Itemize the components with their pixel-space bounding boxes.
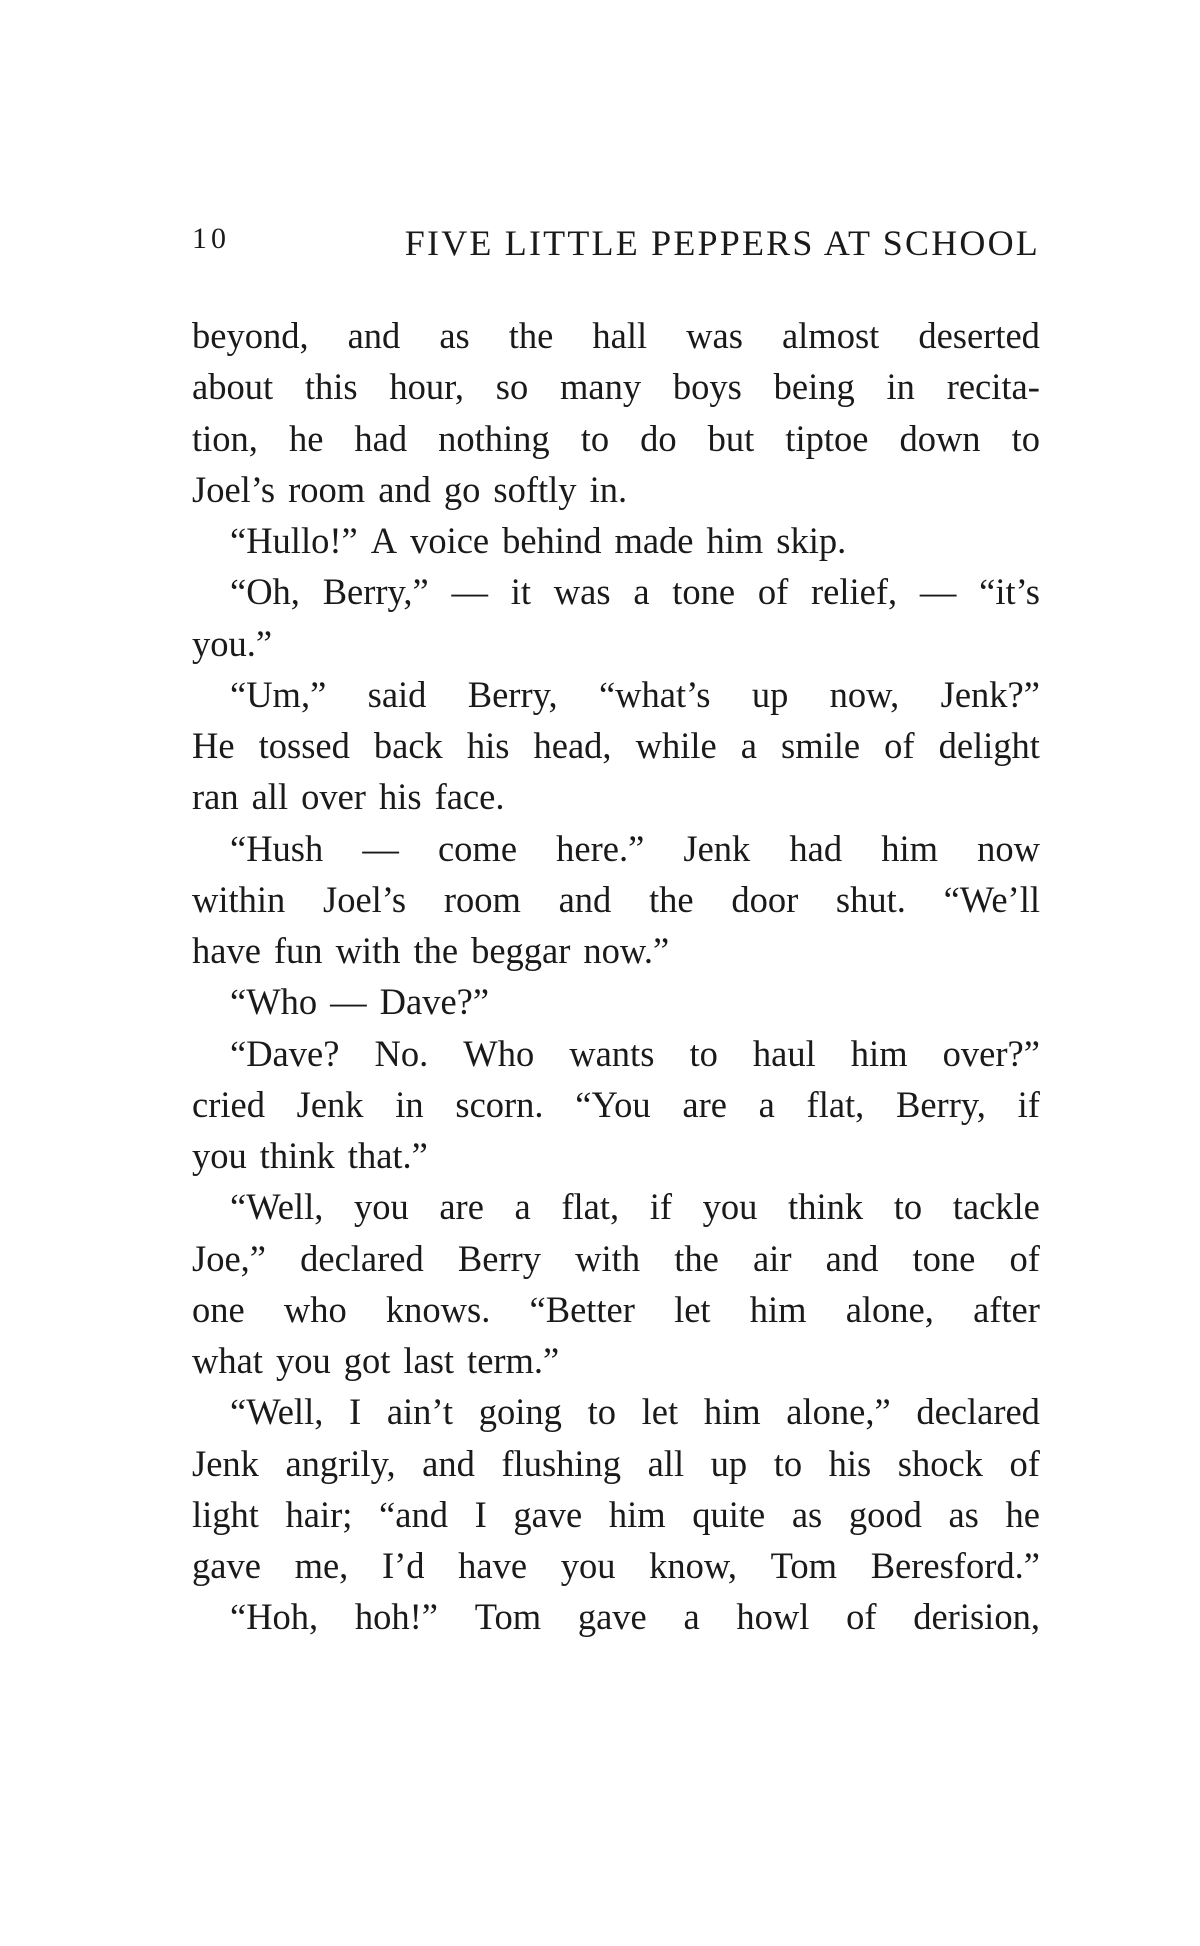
word: but: [707, 417, 755, 459]
text-line: [192, 673, 1040, 724]
word: the: [674, 1237, 719, 1279]
word: declared: [916, 1391, 1040, 1433]
word: behind: [502, 520, 602, 561]
word: think: [259, 1135, 335, 1176]
word: hour,: [389, 366, 464, 408]
word: —: [451, 571, 488, 613]
word: a: [683, 1596, 700, 1638]
word: face.: [434, 776, 505, 818]
word: him: [881, 827, 939, 869]
word: you: [353, 1186, 409, 1228]
text-line: [192, 878, 1040, 929]
word: as: [791, 1493, 823, 1535]
word: —: [362, 827, 399, 869]
word: said: [367, 673, 427, 715]
word: Berry,: [467, 673, 558, 715]
word: voice: [410, 520, 490, 561]
word: and: [347, 315, 401, 356]
word: “Dave?: [230, 1032, 340, 1074]
word: that.”: [347, 1135, 428, 1176]
word: quite: [692, 1493, 766, 1535]
word: gave: [192, 1545, 261, 1586]
word: howl: [736, 1596, 810, 1638]
word: him: [608, 1493, 666, 1535]
word: haul: [752, 1032, 816, 1074]
word: good: [848, 1493, 922, 1535]
word: Joe,”: [192, 1237, 266, 1279]
word: within: [192, 878, 286, 920]
word: it: [510, 571, 532, 613]
word: as: [439, 315, 470, 356]
word: flat,: [561, 1186, 620, 1228]
word: fun: [273, 930, 323, 971]
word: and: [558, 878, 612, 920]
word: almost: [781, 315, 880, 356]
word: term.”: [467, 1340, 560, 1381]
word: with: [335, 930, 401, 971]
word: Jenk: [683, 827, 751, 869]
word: made: [614, 520, 694, 561]
word: his: [828, 1442, 872, 1484]
word: to: [893, 1186, 923, 1228]
text-line: [192, 1083, 1040, 1134]
word: Beresford.”: [870, 1545, 1040, 1586]
word: angrily,: [285, 1442, 396, 1484]
word: gave: [577, 1596, 647, 1638]
word: boys: [672, 366, 742, 408]
word: up: [710, 1442, 748, 1484]
word: A: [370, 520, 398, 561]
word: have: [192, 930, 261, 971]
word: room: [443, 878, 521, 920]
word: to: [773, 1442, 803, 1484]
word: a: [740, 725, 757, 766]
word: and: [422, 1442, 475, 1484]
word: his: [466, 725, 510, 766]
word: think: [788, 1186, 864, 1228]
word: —: [330, 981, 367, 1023]
word: Dave?”: [379, 981, 490, 1023]
text-line: [192, 775, 1040, 826]
word: let: [674, 1288, 711, 1330]
word: as: [948, 1493, 979, 1535]
word: go: [443, 468, 481, 510]
word: “You: [575, 1083, 651, 1125]
word: the: [413, 930, 459, 971]
word: being: [773, 366, 855, 408]
word: let: [641, 1391, 679, 1433]
word: head,: [533, 725, 612, 766]
word: recita-: [946, 366, 1040, 408]
text-line: [192, 622, 1040, 673]
word: Joel’s: [192, 468, 276, 510]
word: hall: [592, 315, 648, 356]
word: going: [478, 1391, 562, 1433]
word: a: [514, 1186, 531, 1228]
word: Tom: [770, 1545, 838, 1586]
word: “and: [379, 1493, 448, 1535]
word: Jenk?”: [940, 673, 1040, 715]
word: him: [749, 1288, 807, 1330]
word: beggar: [471, 930, 571, 971]
word: last: [403, 1340, 455, 1381]
word: all: [647, 1442, 685, 1484]
word: one: [192, 1288, 245, 1330]
word: of: [884, 725, 915, 766]
word: about: [192, 366, 274, 408]
text-line: [192, 827, 1040, 878]
word: tiptoe: [785, 417, 869, 459]
word: you: [275, 1340, 331, 1381]
word: tone: [912, 1237, 976, 1279]
word: He: [192, 725, 235, 766]
text-line: [192, 1493, 1040, 1544]
body-text: [192, 314, 1040, 1647]
word: him: [703, 1391, 761, 1433]
word: after: [973, 1288, 1040, 1330]
word: tackle: [952, 1186, 1040, 1228]
word: scorn.: [455, 1083, 544, 1125]
word: are: [439, 1186, 484, 1228]
word: “We’ll: [943, 878, 1040, 920]
word: “what’s: [598, 673, 711, 715]
word: of: [1009, 1442, 1040, 1484]
word: him: [706, 520, 764, 561]
text-line: [192, 1185, 1040, 1236]
word: have: [458, 1545, 528, 1586]
word: hoh!”: [354, 1596, 439, 1638]
word: and: [378, 468, 431, 510]
word: he: [1005, 1493, 1040, 1535]
word: air: [752, 1237, 792, 1279]
word: up: [751, 673, 789, 715]
word: what: [192, 1340, 263, 1381]
word: him: [850, 1032, 908, 1074]
word: deserted: [918, 315, 1040, 356]
word: “Oh,: [230, 571, 300, 613]
word: Who: [463, 1032, 535, 1074]
word: hair;: [285, 1493, 353, 1535]
word: derision,: [913, 1596, 1040, 1638]
word: tone: [672, 571, 736, 613]
word: a: [633, 571, 650, 613]
word: now: [977, 827, 1040, 869]
word: flushing: [501, 1442, 622, 1484]
text-line: [192, 417, 1040, 468]
text-line: [192, 1134, 1040, 1185]
word: I: [474, 1493, 487, 1535]
word: nothing: [438, 417, 550, 459]
text-line: [192, 1442, 1040, 1493]
word: if: [1017, 1083, 1040, 1125]
word: Berry,: [896, 1083, 986, 1125]
word: cried: [192, 1083, 265, 1125]
word: over?”: [942, 1032, 1040, 1074]
word: —: [919, 571, 957, 613]
word: you: [192, 1135, 247, 1176]
word: if: [649, 1186, 673, 1228]
word: here.”: [556, 827, 645, 869]
word: are: [682, 1083, 727, 1125]
word: No.: [374, 1032, 429, 1074]
word: come: [437, 827, 518, 869]
word: “Um,”: [230, 673, 327, 715]
word: “Hoh,: [230, 1596, 319, 1638]
word: I’d: [381, 1545, 425, 1586]
word: beyond,: [192, 315, 309, 356]
word: shock: [897, 1442, 983, 1484]
word: relief,: [811, 571, 898, 613]
word: got: [343, 1340, 391, 1381]
word: delight: [938, 725, 1040, 766]
word: “Hullo!”: [230, 520, 358, 561]
text-line: [192, 724, 1040, 775]
word: and: [825, 1237, 879, 1279]
word: Berry,”: [322, 571, 429, 613]
word: “it’s: [979, 571, 1040, 613]
word: you.”: [192, 622, 273, 664]
text-line: [192, 1595, 1040, 1646]
word: “Well,: [230, 1391, 324, 1433]
word: gave: [513, 1493, 583, 1535]
word: tossed: [258, 725, 350, 766]
word: the: [508, 315, 554, 356]
text-line: [192, 1237, 1040, 1288]
text-line: [192, 468, 1040, 519]
text-line: [192, 365, 1040, 416]
word: now,: [829, 673, 900, 715]
text-line: [192, 519, 1040, 570]
word: in: [886, 366, 915, 408]
word: Berry: [457, 1237, 542, 1279]
word: you: [702, 1186, 758, 1228]
word: of: [846, 1596, 877, 1638]
word: a: [758, 1083, 775, 1125]
word: room: [288, 468, 366, 510]
word: ain’t: [386, 1391, 454, 1433]
word: was: [686, 315, 743, 356]
text-line: [192, 314, 1040, 365]
word: tion,: [192, 417, 258, 459]
word: all: [251, 776, 289, 818]
word: softly: [493, 468, 577, 510]
word: down: [899, 417, 981, 459]
word: while: [635, 725, 717, 766]
word: door: [731, 878, 799, 920]
word: to: [1011, 417, 1040, 459]
word: to: [689, 1032, 718, 1074]
word: “Well,: [230, 1186, 324, 1228]
word: declared: [300, 1237, 424, 1279]
word: this: [304, 366, 358, 408]
text-line: [192, 1390, 1040, 1441]
word: “Hush: [230, 827, 324, 869]
word: had: [789, 827, 843, 869]
word: me,: [294, 1545, 349, 1586]
running-title: FIVE LITTLE PEPPERS AT SCHOOL: [404, 223, 1040, 263]
running-head: [192, 222, 1040, 282]
word: to: [580, 417, 610, 459]
word: “Better: [529, 1288, 635, 1330]
word: many: [560, 366, 642, 408]
word: Jenk: [192, 1442, 259, 1484]
word: his: [378, 776, 422, 818]
word: you: [560, 1545, 616, 1586]
word: “Who: [230, 981, 318, 1023]
word: Jenk: [296, 1083, 364, 1125]
text-line: [192, 1544, 1040, 1595]
word: I: [349, 1391, 362, 1433]
word: over: [301, 776, 366, 818]
text-line: [192, 570, 1040, 621]
word: he: [288, 417, 324, 459]
word: Joel’s: [323, 878, 407, 920]
text-line: [192, 1032, 1040, 1083]
word: in: [395, 1083, 424, 1125]
text-line: [192, 980, 1040, 1031]
word: the: [649, 878, 694, 920]
word: wants: [569, 1032, 655, 1074]
word: ran: [192, 776, 239, 818]
word: alone,”: [786, 1391, 891, 1433]
word: who: [283, 1288, 347, 1330]
word: Tom: [474, 1596, 542, 1638]
word: of: [757, 571, 789, 613]
word: alone,: [845, 1288, 934, 1330]
word: now.”: [583, 930, 670, 971]
word: flat,: [806, 1083, 865, 1125]
word: light: [192, 1493, 259, 1535]
text-line: [192, 1339, 1040, 1390]
text-line: [192, 1288, 1040, 1339]
word: shut.: [835, 878, 906, 920]
word: skip.: [776, 520, 847, 561]
word: back: [373, 725, 443, 766]
word: do: [640, 417, 677, 459]
text-line: [192, 929, 1040, 980]
word: of: [1009, 1237, 1040, 1279]
word: in.: [589, 468, 628, 510]
word: with: [575, 1237, 641, 1279]
word: was: [553, 571, 611, 613]
word: know,: [649, 1545, 737, 1586]
word: so: [495, 366, 529, 408]
page-number: 10: [192, 222, 230, 255]
word: smile: [780, 725, 861, 766]
word: knows.: [385, 1288, 491, 1330]
word: to: [587, 1391, 616, 1433]
word: had: [354, 417, 408, 459]
